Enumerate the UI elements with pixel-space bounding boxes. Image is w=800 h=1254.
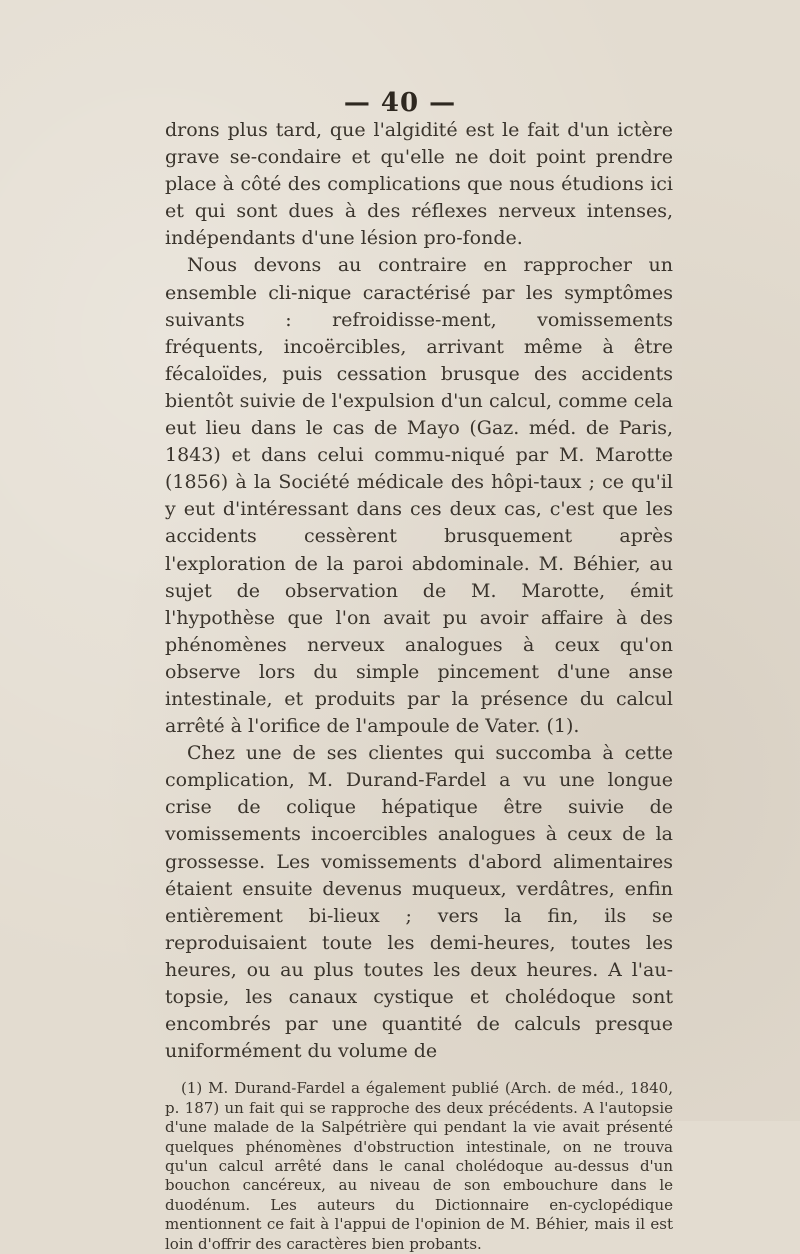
paragraph-2: Nous devons au contraire en rapprocher un ensemble cli-nique caractérisé par les symptômes suivants : refroidisse-ment, vomissements fréquents, incoërcibles, arrivant même à être fécaloïdes, puis cessation brusque des accidents bientôt suivie de l'expulsion d'un calcul, comme cela eut lieu dans le cas de Mayo (Gaz. méd. de Paris, 1843) et dans celui commu-niqué par M. Marotte (1856) à la Société médicale des hôpi-taux ; ce qu'il y eut d'intéressant dans ces deux cas, c'est que les accidents cessèrent brusquement après l'exploration de la paroi abdominale. M. Béhier, au sujet de observation de M. Marotte, émit l'hypothèse que l'on avait pu avoir affaire à des phénomènes nerveux analogues à ceux qu'on observe lors du simple pincement d'une anse intestinale, et produits par la présence du calcul arrêté à l'orifice de l'ampoule de Vater. (1). [165,254,673,738]
paragraph-3: Chez une de ses clientes qui succomba à cette complication, M. Durand-Fardel a vu une longue crise de colique hépatique être suivie de vomissements incoercibles analogues à ceux de la grossesse. Les vomissements d'abord alimentaires étaient ensuite devenus muqueux, verdâtres, enfin entièrement bi-lieux ; vers la fin, ils se reproduisaient toute les demi-heures, toutes les heures, ou au plus toutes les deux heures. A l'au-topsie, les canaux cystique et cholédoque sont encombrés par une quantité de calculs presque uniformément du volume de [165,742,673,1063]
body-text [165,117,673,1065]
paragraph-1: drons plus tard, que l'algidité est le fait d'un ictère grave se-condaire et qu'elle ne doit point prendre place à côté des complications que nous étudions ici et qui sont dues à des réflexes nerveux intenses, indépendants d'une lésion pro-fonde. [165,119,673,250]
page-number: — 40 — [343,88,457,118]
text-block [165,117,673,1254]
footnote-1: (1) M. Durand-Fardel a également publié (Arch. de méd., 1840, p. 187) un fait qui se rapproche des deux précédents. A l'autopsie d'une malade de la Salpétrière qui pendant la vie avait présenté quelques phénomènes d'obstruction intestinale, on ne trouva qu'un calcul arrêté dans le canal cholédoque au-dessus d'un bouchon cancéreux, au niveau de son embouchure dans le duodénum. Les auteurs du Dictionnaire en-cyclopédique mentionnent ce fait à l'appui de l'opinion de M. Béhier, mais il est loin d'offrir des caractères bien probants. [165,1079,673,1253]
footnotes [165,1079,673,1254]
